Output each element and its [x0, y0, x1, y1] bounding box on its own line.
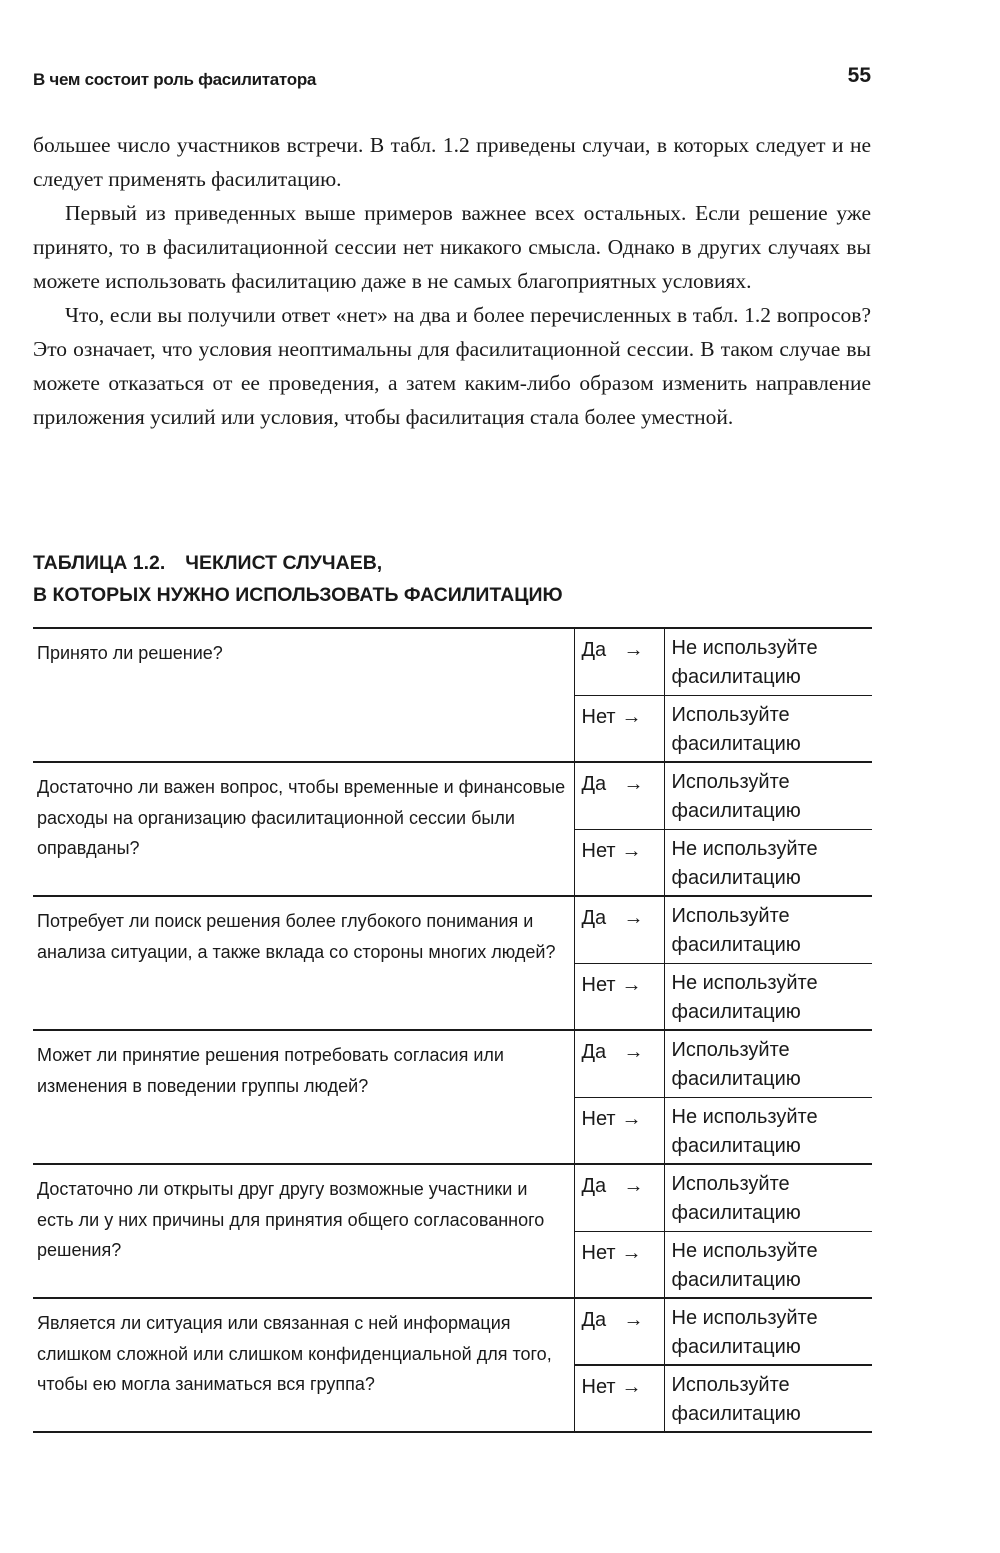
arrow-icon: →: [621, 705, 642, 728]
question-cell: Достаточно ли важен вопрос, чтобы временные и финансовые расходы на организацию фасилитационной сессии были оправданы?: [33, 762, 574, 896]
result-cell: Не используйте фасилитацию: [664, 1097, 872, 1164]
question-cell: Может ли принятие решения потребовать согласия или изменения в поведении группы людей?: [33, 1030, 574, 1164]
arrow-icon: →: [623, 773, 644, 795]
answer-label: Нет: [581, 705, 616, 728]
page-header: [33, 62, 871, 98]
table-row: [33, 1298, 872, 1365]
answer-cell: [574, 1231, 664, 1298]
arrow-icon: →: [621, 973, 642, 996]
result-cell: Не используйте фасилитацию: [664, 963, 872, 1030]
answer-label: Да: [581, 907, 607, 929]
answer-label: Нет: [581, 1376, 616, 1398]
question-cell: Является ли ситуация или связанная с ней информация слишком сложной или слишком конфиденциальной для того, чтобы ею могла заниматься вся группа?: [33, 1298, 574, 1432]
answer-cell: [574, 896, 664, 963]
arrow-icon: →: [621, 1376, 642, 1398]
answer-label: Да: [581, 1175, 607, 1197]
answer-label: Нет: [581, 1241, 616, 1264]
table-row: [33, 628, 872, 695]
result-cell: Используйте фасилитацию: [664, 896, 872, 963]
answer-cell: [574, 1365, 664, 1432]
table-row: [33, 896, 872, 963]
question-cell: Потребует ли поиск решения более глубокого понимания и анализа ситуации, а также вклада со стороны многих людей?: [33, 896, 574, 1030]
result-cell: Используйте фасилитацию: [664, 1164, 872, 1231]
answer-label: Нет: [581, 1107, 616, 1130]
answer-label: Нет: [581, 839, 616, 862]
table-row: [33, 1164, 872, 1231]
answer-label: Да: [581, 639, 607, 661]
paragraph: Что, если вы получили ответ «нет» на два и более перечисленных в табл. 1.2 вопросов? Это означает, что условия неоптимальны для фасилитационной сессии. В таком случае вы можете отказаться от ее проведения, а затем каким-либо образом изменить направление приложения усилий или условия, чтобы фасилитация стала более уместной.: [33, 303, 871, 429]
result-cell: Не используйте фасилитацию: [664, 1231, 872, 1298]
arrow-icon: →: [621, 839, 642, 862]
arrow-icon: →: [623, 1309, 644, 1331]
table-caption-subtitle: В КОТОРЫХ НУЖНО ИСПОЛЬЗОВАТЬ ФАСИЛИТАЦИЮ: [33, 584, 563, 606]
answer-cell: [574, 695, 664, 762]
table-row: [33, 762, 872, 829]
question-cell: Принято ли решение?: [33, 628, 574, 762]
paragraph: большее число участников встречи. В табл. 1.2 приведены случаи, в которых следует и не следует применять фасилитацию.: [33, 133, 871, 191]
page-number: 55: [847, 64, 871, 87]
table-caption-label: ТАБЛИЦА 1.2.: [33, 552, 166, 574]
answer-cell: [574, 1298, 664, 1365]
table-caption-title: ЧЕКЛИСТ СЛУЧАЕВ,: [185, 552, 383, 574]
answer-cell: [574, 1030, 664, 1097]
result-cell: Используйте фасилитацию: [664, 695, 872, 762]
running-title: В чем состоит роль фасилитатора: [33, 70, 317, 89]
table-row: [33, 1030, 872, 1097]
result-cell: Используйте фасилитацию: [664, 1365, 872, 1432]
arrow-icon: →: [623, 907, 644, 929]
answer-cell: [574, 1097, 664, 1164]
paragraph: Первый из приведенных выше примеров важнее всех остальных. Если решение уже принято, то в фасилитационной сессии нет никакого смысла. Однако в других случаях вы можете использовать фасилитацию даже в не самых благоприятных условиях.: [33, 201, 871, 293]
answer-label: Да: [581, 773, 607, 795]
answer-label: Да: [581, 1041, 607, 1063]
answer-cell: [574, 1164, 664, 1231]
body-text: [33, 128, 871, 434]
result-cell: Не используйте фасилитацию: [664, 628, 872, 695]
checklist-table: [33, 627, 872, 1433]
question-cell: Достаточно ли открыты друг другу возможные участники и есть ли у них причины для принятия общего согласованного решения?: [33, 1164, 574, 1298]
result-cell: Используйте фасилитацию: [664, 762, 872, 829]
result-cell: Не используйте фасилитацию: [664, 829, 872, 896]
table-caption: [33, 547, 871, 611]
answer-cell: [574, 762, 664, 829]
answer-cell: [574, 963, 664, 1030]
answer-label: Нет: [581, 973, 616, 996]
result-cell: Используйте фасилитацию: [664, 1030, 872, 1097]
answer-cell: [574, 829, 664, 896]
result-cell: Не используйте фасилитацию: [664, 1298, 872, 1365]
arrow-icon: →: [621, 1241, 642, 1264]
arrow-icon: →: [623, 639, 644, 661]
arrow-icon: →: [623, 1041, 644, 1063]
answer-cell: [574, 628, 664, 695]
arrow-icon: →: [621, 1107, 642, 1130]
arrow-icon: →: [623, 1175, 644, 1197]
answer-label: Да: [581, 1309, 607, 1331]
